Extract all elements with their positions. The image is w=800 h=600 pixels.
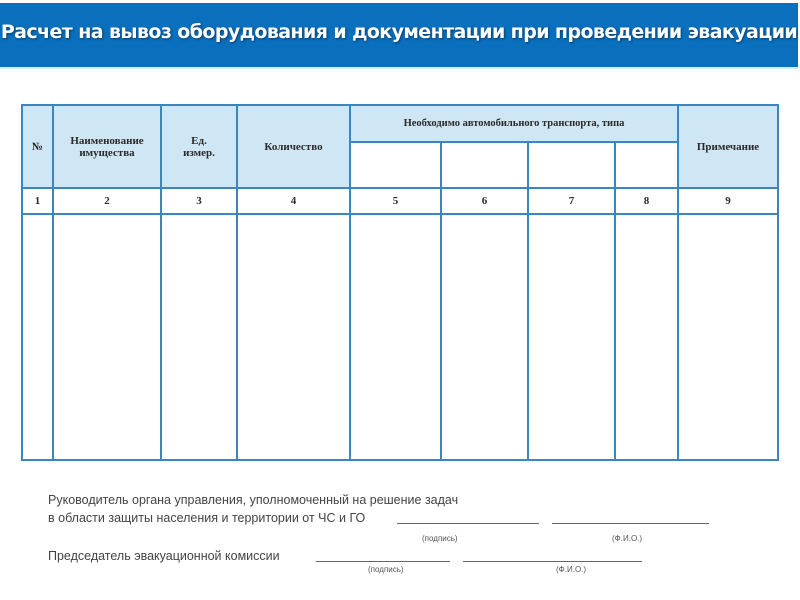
transport-type-cell-3[interactable] xyxy=(528,142,615,188)
cell-transport-4[interactable] xyxy=(615,214,678,460)
column-number: 6 xyxy=(441,188,528,214)
cell-no[interactable] xyxy=(22,214,53,460)
head-signature-label: (подпись) xyxy=(422,534,458,543)
header-quantity: Количество xyxy=(237,105,350,188)
column-number: 9 xyxy=(678,188,778,214)
chairman-signature-label: (подпись) xyxy=(368,565,404,574)
column-number: 7 xyxy=(528,188,615,214)
header-row-1 xyxy=(22,105,778,142)
head-fio-line[interactable] xyxy=(552,523,709,524)
evacuation-table xyxy=(21,104,779,461)
chairman-fio-line[interactable] xyxy=(463,561,642,562)
header-unit-text: Ед. измер. xyxy=(183,134,215,159)
cell-quantity[interactable] xyxy=(237,214,350,460)
cell-name[interactable] xyxy=(53,214,161,460)
head-line-2: в области защиты населения и территории от ЧС и ГО xyxy=(48,511,366,525)
head-signature-line[interactable] xyxy=(397,523,539,524)
cell-transport-3[interactable] xyxy=(528,214,615,460)
head-fio-label: (Ф.И.О.) xyxy=(612,534,643,543)
column-number: 2 xyxy=(53,188,161,214)
column-number: 3 xyxy=(161,188,237,214)
column-number: 1 xyxy=(22,188,53,214)
header-note: Примечание xyxy=(678,105,778,188)
header-name xyxy=(53,105,161,188)
cell-transport-2[interactable] xyxy=(441,214,528,460)
cell-unit[interactable] xyxy=(161,214,237,460)
header-name-text: Наименование имущества xyxy=(70,134,144,159)
table-body-row xyxy=(22,214,778,460)
header-transport-group: Необходимо автомобильного транспорта, типа xyxy=(350,105,678,142)
chairman-fio-label: (Ф.И.О.) xyxy=(556,565,587,574)
cell-note[interactable] xyxy=(678,214,778,460)
header-no: № xyxy=(22,105,53,188)
transport-type-cell-4[interactable] xyxy=(615,142,678,188)
transport-type-cell-1[interactable] xyxy=(350,142,441,188)
column-number: 8 xyxy=(615,188,678,214)
chairman-signature-line[interactable] xyxy=(316,561,450,562)
header-unit xyxy=(161,105,237,188)
transport-type-cell-2[interactable] xyxy=(441,142,528,188)
head-line-1: Руководитель органа управления, уполномоченный на решение задач xyxy=(48,493,459,507)
column-number: 4 xyxy=(237,188,350,214)
cell-transport-1[interactable] xyxy=(350,214,441,460)
chairman-label: Председатель эвакуационной комиссии xyxy=(48,549,280,563)
column-number: 5 xyxy=(350,188,441,214)
title-banner xyxy=(0,3,798,69)
column-number-row xyxy=(22,188,778,214)
page-title: Расчет на вывоз оборудования и документации при проведении эвакуации xyxy=(0,21,798,43)
